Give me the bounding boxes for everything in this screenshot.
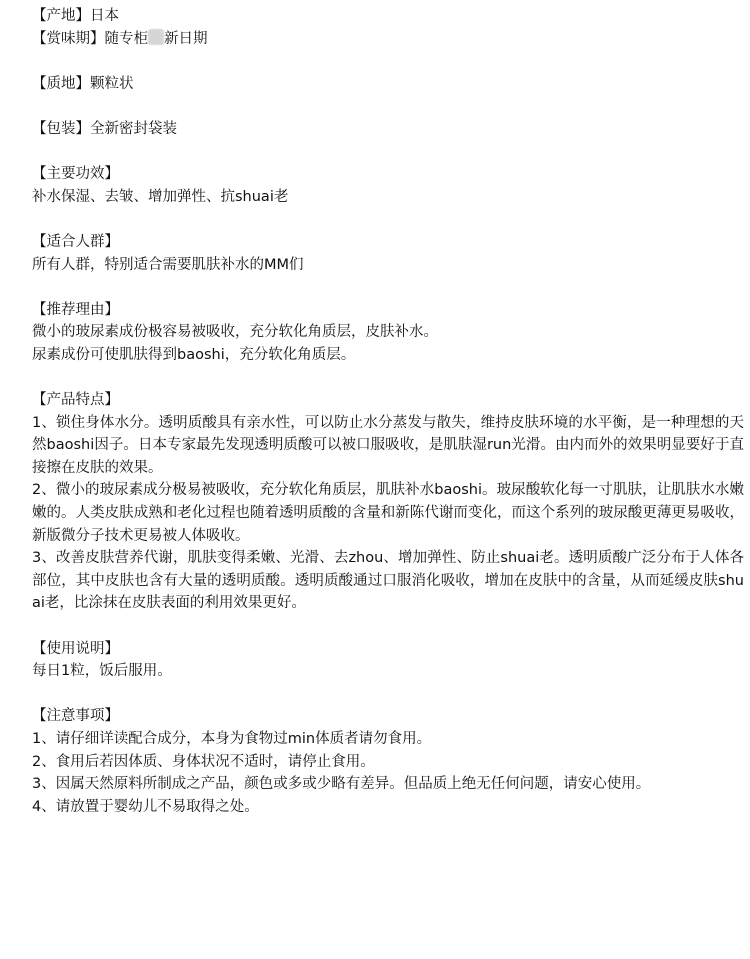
caution-item: 1、请仔细详读配合成分，本身为食物过min体质者请勿食用。 [32, 731, 432, 747]
caution-item: 3、因属天然原料所制成之产品，颜色或多或少略有差异。但品质上绝无任何问题，请安心使用。 [32, 776, 651, 793]
reason-line: 微小的玻尿素成份极容易被吸收，充分软化角质层，皮肤补水。 [32, 324, 438, 341]
reasons-heading: 【推荐理由】 [32, 301, 119, 318]
spacer [32, 141, 744, 164]
spacer [32, 683, 744, 706]
spacer [32, 208, 744, 231]
shelf-life-prefix: 【赏味期】随专柜 [32, 30, 148, 47]
effects-text: 补水保湿、去皱、增加弹性、抗shuai老 [32, 188, 289, 205]
features-heading: 【产品特点】 [32, 392, 119, 409]
origin-line: 【产地】日本 [32, 8, 119, 24]
feature-paragraph: 1、锁住身体水分。透明质酸具有亲水性，可以防止水分蒸发与散失，维持皮肤环境的水平衡，是一种理想的天然baoshi因子。日本专家最先发现透明质酸可以被口服吸收，是肌肤湿run光滑。由内而外的效果明显要好于直接擦在皮肤的效果。 [32, 414, 744, 476]
caution-item: 4、请放置于婴幼儿不易取得之处。 [32, 798, 259, 815]
feature-paragraph: 3、改善皮肤营养代谢，肌肤变得柔嫩、光滑、去zhou、增加弹性、防止shuai老。透明质酸广泛分布于人体各部位，其中皮肤也含有大量的透明质酸。透明质酸通过口服消化吸收，增加在皮肤中的含量，从而延缓皮肤shuai老，比涂抹在皮肤表面的利用效果更好。 [32, 550, 744, 612]
spacer [32, 276, 744, 299]
audience-text: 所有人群，特别适合需要肌肤补水的MM们 [32, 256, 304, 273]
spacer [32, 615, 744, 638]
reason-line: 尿素成份可使肌肤得到baoshi，充分软化角质层。 [32, 346, 356, 363]
caution-item: 2、食用后若因体质、身体状况不适时，请停止食用。 [32, 753, 375, 770]
usage-text: 每日1粒，饭后服用。 [32, 663, 172, 680]
cautions-heading: 【注意事项】 [32, 708, 119, 725]
feature-paragraph: 2、微小的玻尿素成分极易被吸收，充分软化角质层，肌肤补水baoshi。玻尿酸软化每一寸肌肤，让肌肤水水嫩嫩的。人类皮肤成熟和老化过程也随着透明质酸的含量和新陈代谢而变化，而这个系列的玻尿酸更薄更易吸收，新版微分子技术更易被人体吸收。 [32, 482, 744, 544]
blurred-text-mark [148, 29, 164, 45]
shelf-life-line [32, 28, 744, 51]
effects-heading: 【主要功效】 [32, 166, 119, 183]
packaging-line: 【包装】全新密封袋装 [32, 120, 177, 137]
audience-heading: 【适合人群】 [32, 233, 119, 250]
usage-heading: 【使用说明】 [32, 640, 119, 657]
spacer [32, 95, 744, 118]
spacer [32, 367, 744, 390]
texture-line: 【质地】颗粒状 [32, 75, 134, 92]
product-description [32, 5, 744, 818]
shelf-life-suffix: 新日期 [164, 30, 208, 47]
spacer [32, 50, 744, 73]
